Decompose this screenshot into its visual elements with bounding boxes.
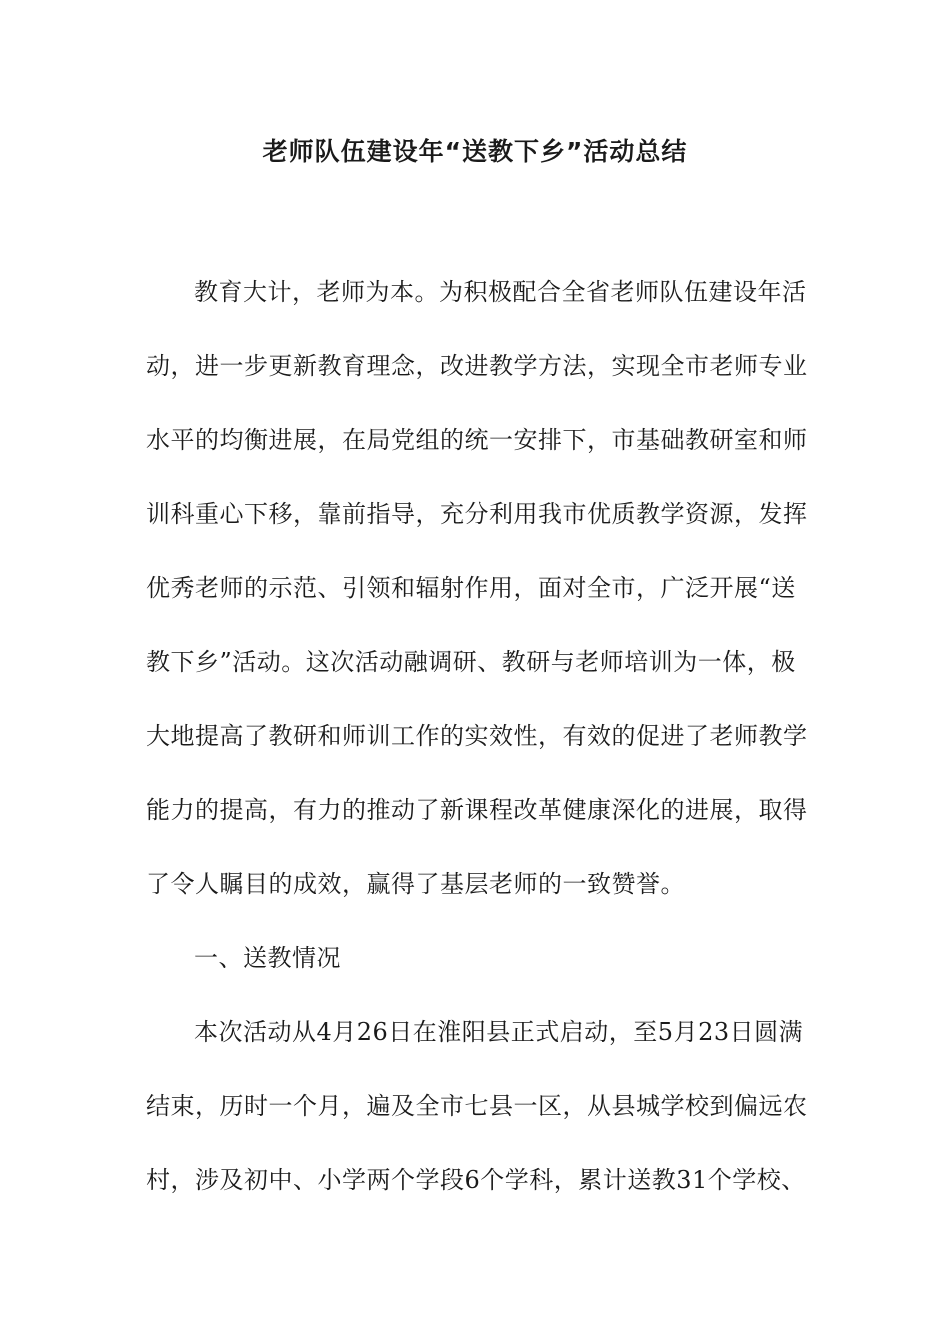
text-line: 动，进一步更新教育理念，改进教学方法，实现全市老师专业 — [146, 352, 808, 380]
document-title: 老师队伍建设年“送教下乡”活动总结 — [262, 137, 688, 166]
paragraph-intro — [146, 255, 822, 921]
section-heading — [146, 921, 822, 995]
text-line: 教育大计，老师为本。为积极配合全省老师队伍建设年活 — [194, 278, 807, 306]
paragraph-activity — [146, 995, 822, 1217]
text-line: 结束，历时一个月，遍及全市七县一区，从县城学校到偏远农 — [146, 1092, 808, 1120]
text-line: 水平的均衡进展，在局党组的统一安排下，市基础教研室和师 — [146, 426, 808, 454]
text-line: 大地提高了教研和师训工作的实效性，有效的促进了老师教学 — [146, 722, 808, 750]
text-line: 教下乡”活动。这次活动融调研、教研与老师培训为一体，极 — [146, 648, 796, 676]
text-line: 本次活动从4月26日在淮阳县正式启动，至5月23日圆满 — [194, 1018, 804, 1046]
text-line: 了令人瞩目的成效，赢得了基层老师的一致赞誉。 — [146, 870, 685, 898]
text-line: 一、送教情况 — [194, 944, 341, 972]
text-line: 优秀老师的示范、引领和辐射作用，面对全市，广泛开展“送 — [146, 574, 796, 602]
text-line: 训科重心下移，靠前指导，充分利用我市优质教学资源，发挥 — [146, 500, 808, 528]
text-line: 村，涉及初中、小学两个学段6个学科，累计送教31个学校、 — [146, 1166, 806, 1194]
document-body — [146, 255, 822, 1217]
text-line: 能力的提高，有力的推动了新课程改革健康深化的进展，取得 — [146, 796, 808, 824]
